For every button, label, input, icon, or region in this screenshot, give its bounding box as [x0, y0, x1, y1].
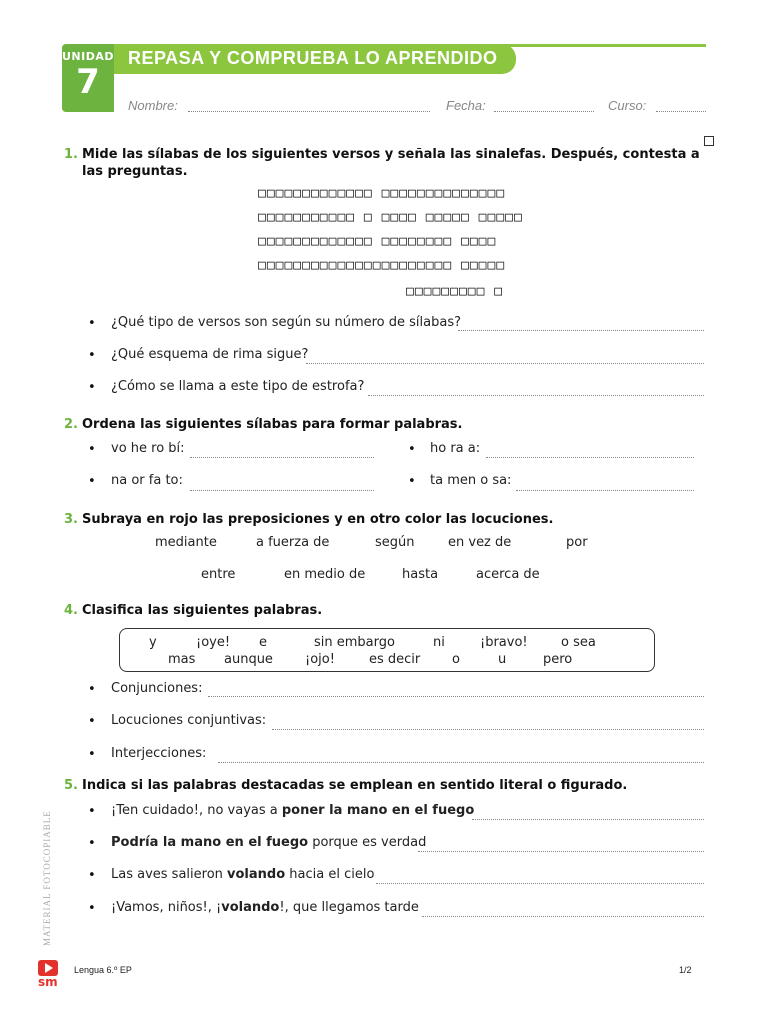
q5-answer-1[interactable]	[472, 818, 704, 820]
q5-b4-text-post: !, que llegamos tarde	[279, 900, 419, 915]
poem-line-1: □□□□□□□□□□□□□ □□□□□□□□□□□□□□	[258, 186, 506, 201]
q4-answer-3[interactable]	[218, 761, 704, 763]
box-word: ¡ojo!	[305, 652, 335, 667]
bullet-dot: •	[408, 442, 416, 457]
bullet-dot: •	[88, 348, 96, 363]
q5-answer-4[interactable]	[422, 915, 704, 917]
q3-word: a fuerza de	[256, 535, 330, 550]
q4-text: Clasifica las siguientes palabras.	[82, 603, 323, 618]
q5-bullet-3	[111, 867, 374, 882]
box-word: sin embargo	[314, 635, 395, 650]
q4-bullet-2: Locuciones conjuntivas:	[111, 713, 267, 728]
q3-number: 3.	[64, 512, 78, 527]
q3-word: mediante	[155, 535, 217, 550]
q5-bullet-2	[111, 835, 426, 850]
poem-line-3: □□□□□□□□□□□□□ □□□□□□□□ □□□□	[258, 234, 497, 249]
q5-number: 5.	[64, 778, 78, 793]
bullet-dot: •	[88, 442, 96, 457]
bullet-dot: •	[88, 474, 96, 489]
bullet-dot: •	[88, 682, 96, 697]
box-word: o sea	[561, 635, 596, 650]
q4-bullet-1: Conjunciones:	[111, 681, 203, 696]
box-word: ni	[433, 635, 445, 650]
box-word: mas	[168, 652, 196, 667]
q3-word: en medio de	[284, 567, 366, 582]
q5-text: Indica si las palabras destacadas se emplean en sentido literal o figurado.	[82, 778, 628, 793]
q4-bullet-3: Interjecciones:	[111, 746, 207, 761]
footer-page: 1/2	[679, 965, 692, 975]
poem-line-4: □□□□□□□□□□□□□□□□□□□□□□ □□□□□	[258, 258, 506, 273]
q1-bullet-3: ¿Cómo se llama a este tipo de estrofa?	[111, 379, 365, 394]
course-field[interactable]	[656, 110, 706, 112]
q1-number: 1.	[64, 147, 78, 162]
q1-bullet-1: ¿Qué tipo de versos son según su número de sílabas?	[111, 315, 461, 330]
footer-subject: Lengua 6.º EP	[74, 965, 132, 975]
q5-b3-text-post: hacia el cielo	[285, 867, 375, 882]
page-title: REPASA Y COMPRUEBA LO APRENDIDO	[128, 48, 498, 68]
poem-author: □□□□□□□□□ □	[406, 284, 504, 299]
q3-word: según	[375, 535, 415, 550]
box-word: o	[452, 652, 460, 667]
box-word: ¡oye!	[196, 635, 231, 650]
checkbox-square[interactable]	[704, 136, 714, 146]
q1-answer-3[interactable]	[368, 394, 704, 396]
q2-answer-2[interactable]	[486, 456, 694, 458]
q2-answer-3[interactable]	[190, 489, 374, 491]
bullet-dot: •	[88, 316, 96, 331]
box-word: ¡bravo!	[480, 635, 528, 650]
course-label: Curso:	[608, 98, 647, 113]
q1-answer-1[interactable]	[458, 329, 704, 331]
q2-answer-1[interactable]	[190, 456, 374, 458]
q1-answer-2[interactable]	[306, 362, 704, 364]
q3-word: acerca de	[476, 567, 540, 582]
box-word: aunque	[224, 652, 273, 667]
q2-item-1: vo he ro bí:	[111, 441, 185, 456]
bullet-dot: •	[88, 836, 96, 851]
unit-number: 7	[76, 62, 100, 102]
q3-word: en vez de	[448, 535, 512, 550]
q3-text: Subraya en rojo las preposiciones y en otro color las locuciones.	[82, 512, 554, 527]
q3-word: entre	[201, 567, 236, 582]
bullet-dot: •	[88, 714, 96, 729]
q2-answer-4[interactable]	[516, 489, 694, 491]
date-field[interactable]	[494, 110, 594, 112]
box-word: pero	[543, 652, 573, 667]
name-field[interactable]	[188, 110, 430, 112]
box-word: y	[149, 635, 157, 650]
bullet-dot: •	[88, 380, 96, 395]
date-label: Fecha:	[446, 98, 486, 113]
q3-word: por	[566, 535, 588, 550]
q5-answer-2[interactable]	[418, 850, 704, 852]
bullet-dot: •	[88, 868, 96, 883]
q2-number: 2.	[64, 417, 78, 432]
q5-bullet-1	[111, 803, 474, 818]
bullet-dot: •	[408, 474, 416, 489]
box-word: e	[259, 635, 267, 650]
sm-logo-icon	[38, 960, 58, 976]
unit-label: UNIDAD	[62, 50, 115, 63]
title-bar	[114, 44, 516, 74]
q4-number: 4.	[64, 603, 78, 618]
q5-b1-text: ¡Ten cuidado!, no vayas a	[111, 803, 282, 818]
q2-item-2: ho ra a:	[430, 441, 481, 456]
bullet-dot: •	[88, 901, 96, 916]
q1-bullet-2: ¿Qué esquema de rima sigue?	[111, 347, 309, 362]
q5-b3-text: Las aves salieron	[111, 867, 228, 882]
poem-line-2: □□□□□□□□□□□ □ □□□□ □□□□□ □□□□□	[258, 210, 523, 225]
q5-b2-text: porque es verdad	[308, 835, 427, 850]
bullet-dot: •	[88, 747, 96, 762]
box-word: es decir	[369, 652, 421, 667]
name-label: Nombre:	[128, 98, 178, 113]
q3-word: hasta	[402, 567, 439, 582]
logo-text: sm	[38, 975, 58, 989]
q2-item-3: na or fa to:	[111, 473, 183, 488]
q5-b4-bold: volando	[221, 900, 280, 915]
q4-answer-2[interactable]	[272, 728, 704, 730]
q5-b3-bold: volando	[227, 867, 286, 882]
unit-badge	[62, 44, 114, 112]
box-word: u	[498, 652, 507, 667]
side-label: MATERIAL FOTOCOPIABLE	[42, 810, 52, 946]
q4-answer-1[interactable]	[208, 695, 704, 697]
q2-text: Ordena las siguientes sílabas para formar palabras.	[82, 417, 463, 432]
q5-answer-3[interactable]	[376, 882, 704, 884]
q5-b2-bold: Podría la mano en el fuego	[111, 835, 309, 850]
q5-b1-bold: poner la mano en el fuego	[281, 803, 475, 818]
bullet-dot: •	[88, 804, 96, 819]
q5-b4-text: ¡Vamos, niños!, ¡	[111, 900, 222, 915]
q2-item-4: ta men o sa:	[430, 473, 512, 488]
q5-bullet-4	[111, 900, 419, 915]
q1-text: Mide las sílabas de los siguientes versos y señala las sinalefas. Después, contesta a las preguntas.	[82, 147, 700, 179]
